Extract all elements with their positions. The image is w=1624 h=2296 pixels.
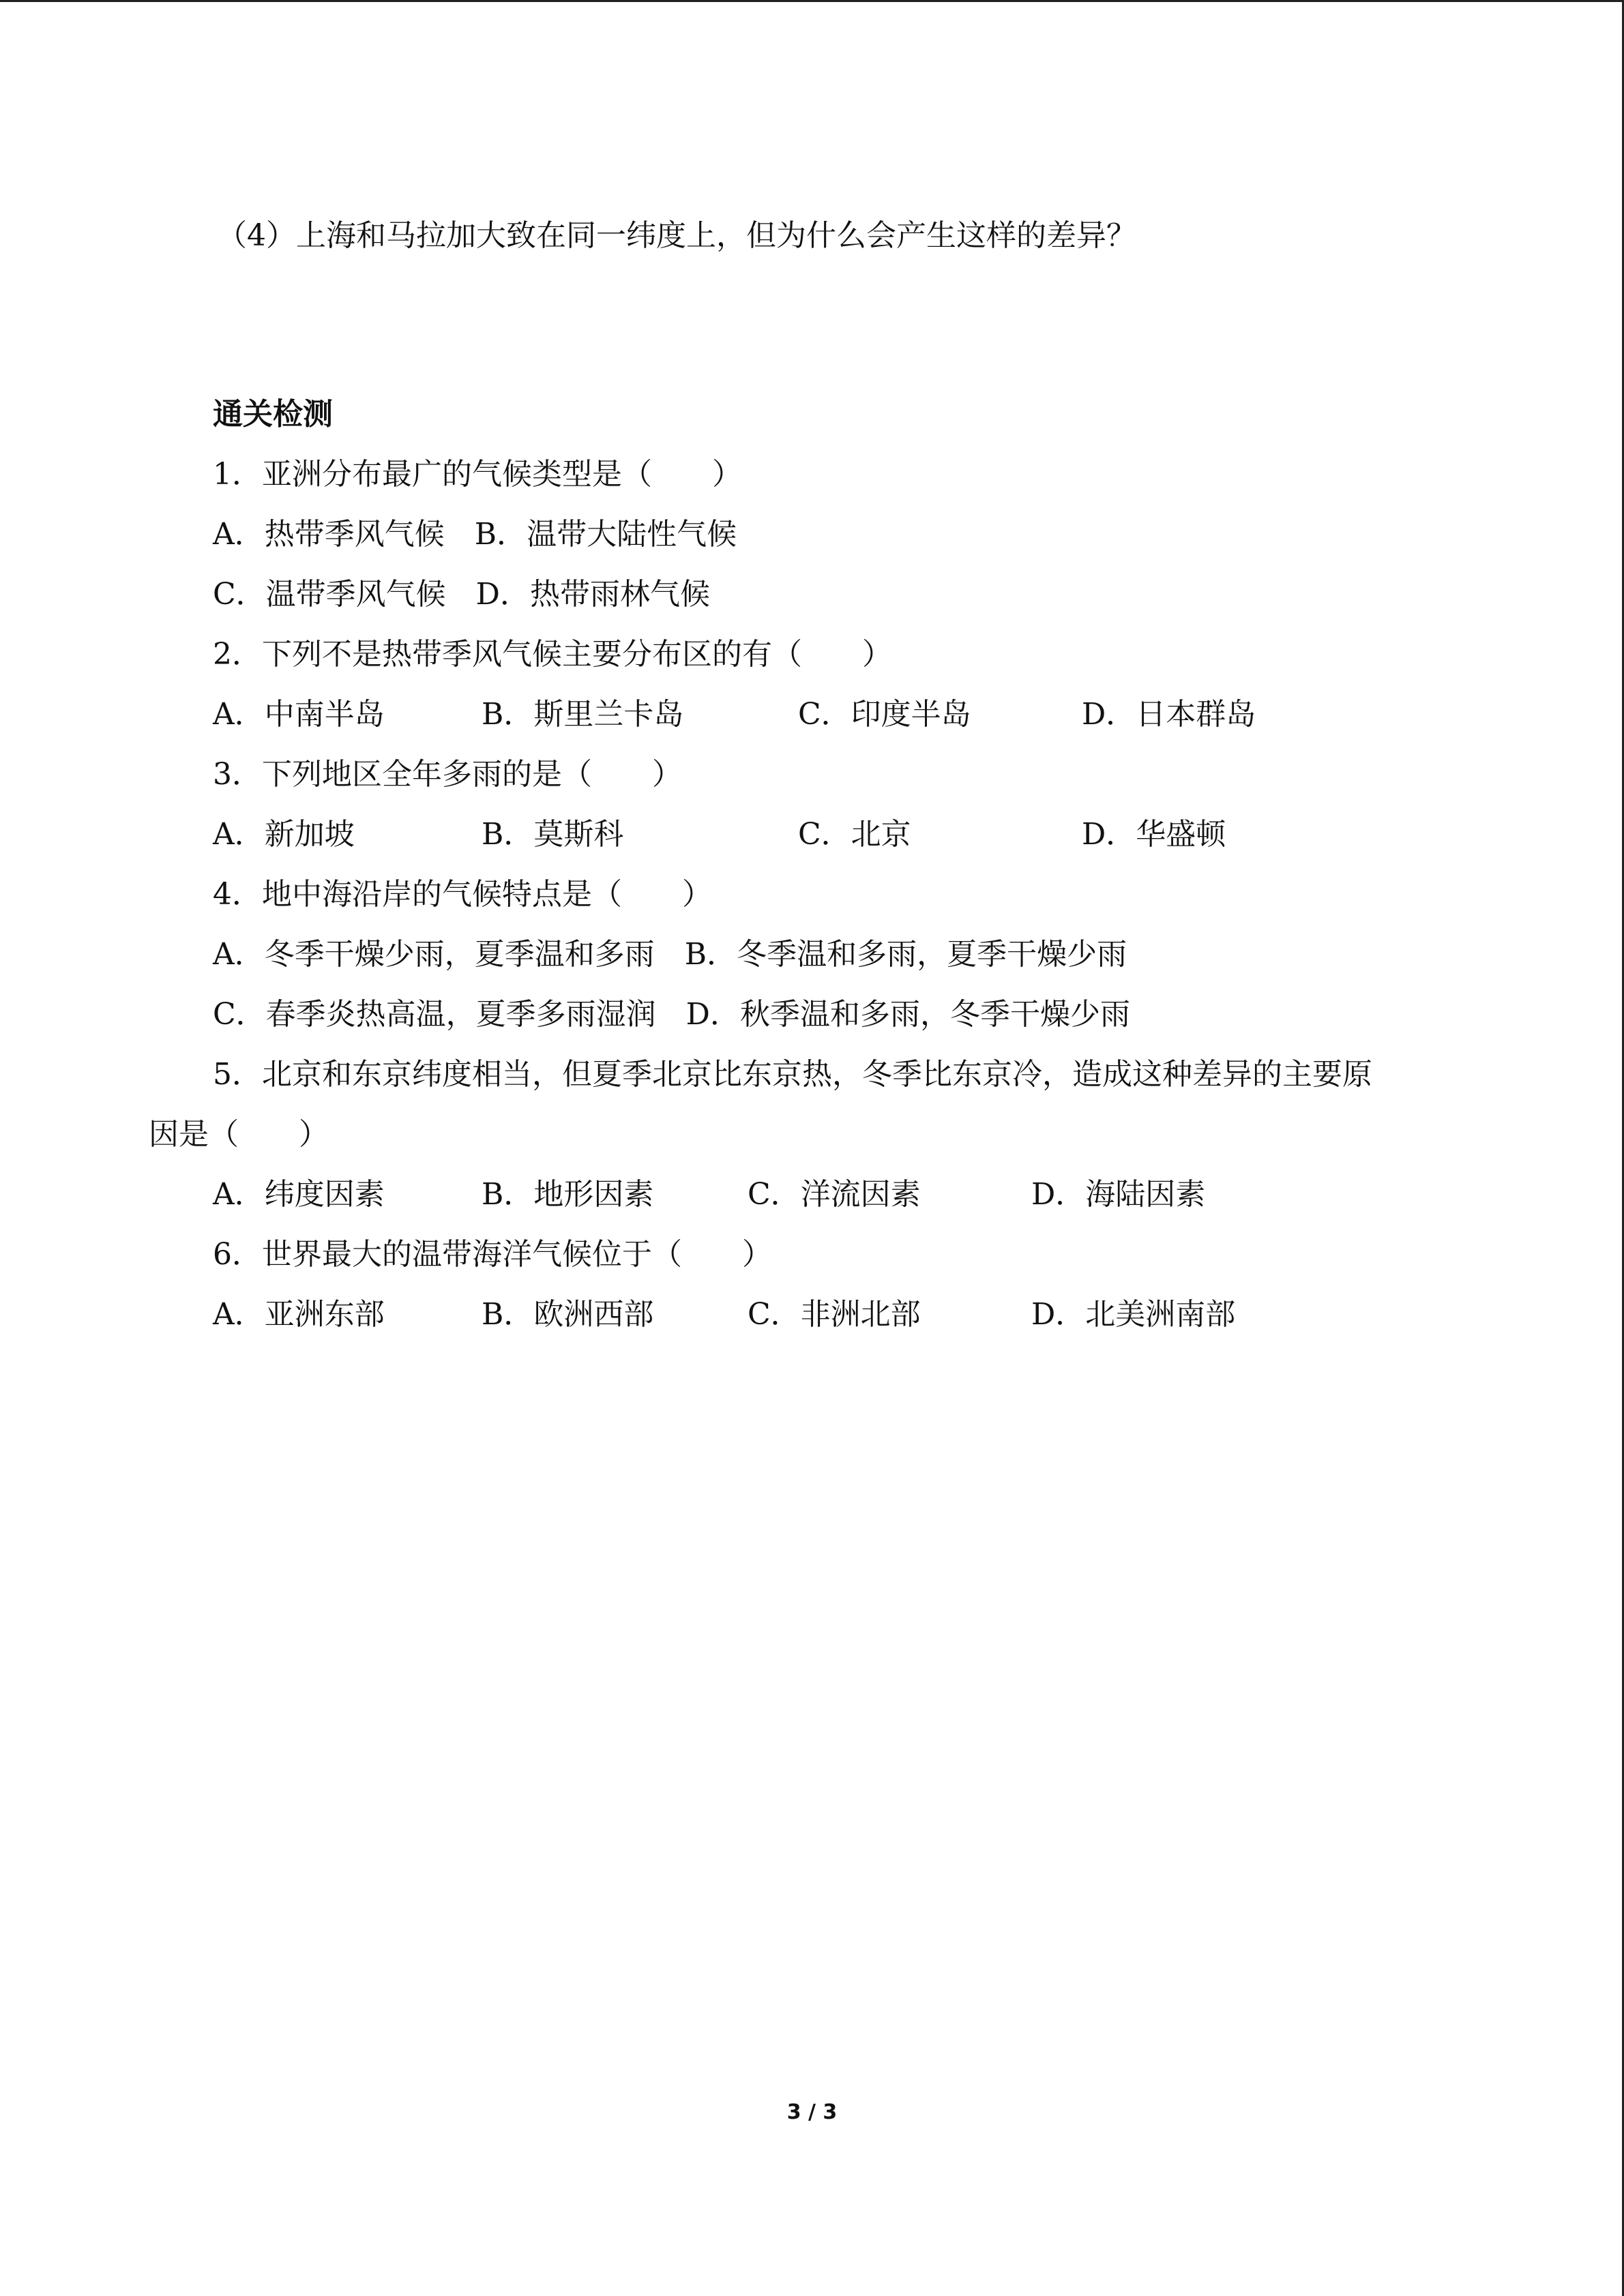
q6-option-d: D．北美洲南部 [1031,1297,1236,1332]
q3-stem: 3．下列地区全年多雨的是（ ） [213,757,682,792]
q2-option-b: B．斯里兰卡岛 [482,697,684,732]
q1-options-line1: A．热带季风气候 B．温带大陆性气候 [213,517,737,552]
q1-options-line2: C．温带季风气候 D．热带雨林气候 [213,577,710,612]
q1-stem: 1．亚洲分布最广的气候类型是（ ） [213,457,742,492]
q5-stem-line2: 因是（ ） [149,1117,329,1152]
section-title: 通关检测 [213,397,333,432]
question-4-text: （4）上海和马拉加大致在同一纬度上，但为什么会产生这样的差异？ [217,218,1136,253]
q6-option-c: C．非洲北部 [748,1297,921,1332]
q6-stem: 6．世界最大的温带海洋气候位于（ ） [213,1237,772,1272]
q5-option-d: D．海陆因素 [1031,1177,1206,1212]
q3-option-b: B．莫斯科 [482,817,624,852]
q6-option-b: B．欧洲西部 [482,1297,654,1332]
q3-option-d: D．华盛顿 [1082,817,1226,852]
q5-option-c: C．洋流因素 [748,1177,921,1212]
page-number: 3 / 3 [786,2100,838,2124]
q2-option-a: A．中南半岛 [213,697,385,732]
q2-stem: 2．下列不是热带季风气候主要分布区的有（ ） [213,637,892,672]
q4-stem: 4．地中海沿岸的气候特点是（ ） [213,877,712,912]
q4-options-line2: C．春季炎热高温，夏季多雨湿润 D．秋季温和多雨，冬季干燥少雨 [213,997,1130,1032]
q2-option-c: C．印度半岛 [798,697,971,732]
page-top-border [0,0,1624,2]
q5-option-b: B．地形因素 [482,1177,654,1212]
q5-option-a: A．纬度因素 [213,1177,385,1212]
q4-options-line1: A．冬季干燥少雨，夏季温和多雨 B．冬季温和多雨，夏季干燥少雨 [213,937,1127,972]
q3-option-a: A．新加坡 [213,817,355,852]
q2-option-d: D．日本群岛 [1082,697,1256,732]
q6-option-a: A．亚洲东部 [213,1297,385,1332]
q3-option-c: C．北京 [798,817,911,852]
q5-stem-line1: 5．北京和东京纬度相当，但夏季北京比东京热，冬季比东京冷，造成这种差异的主要原 [213,1057,1372,1092]
